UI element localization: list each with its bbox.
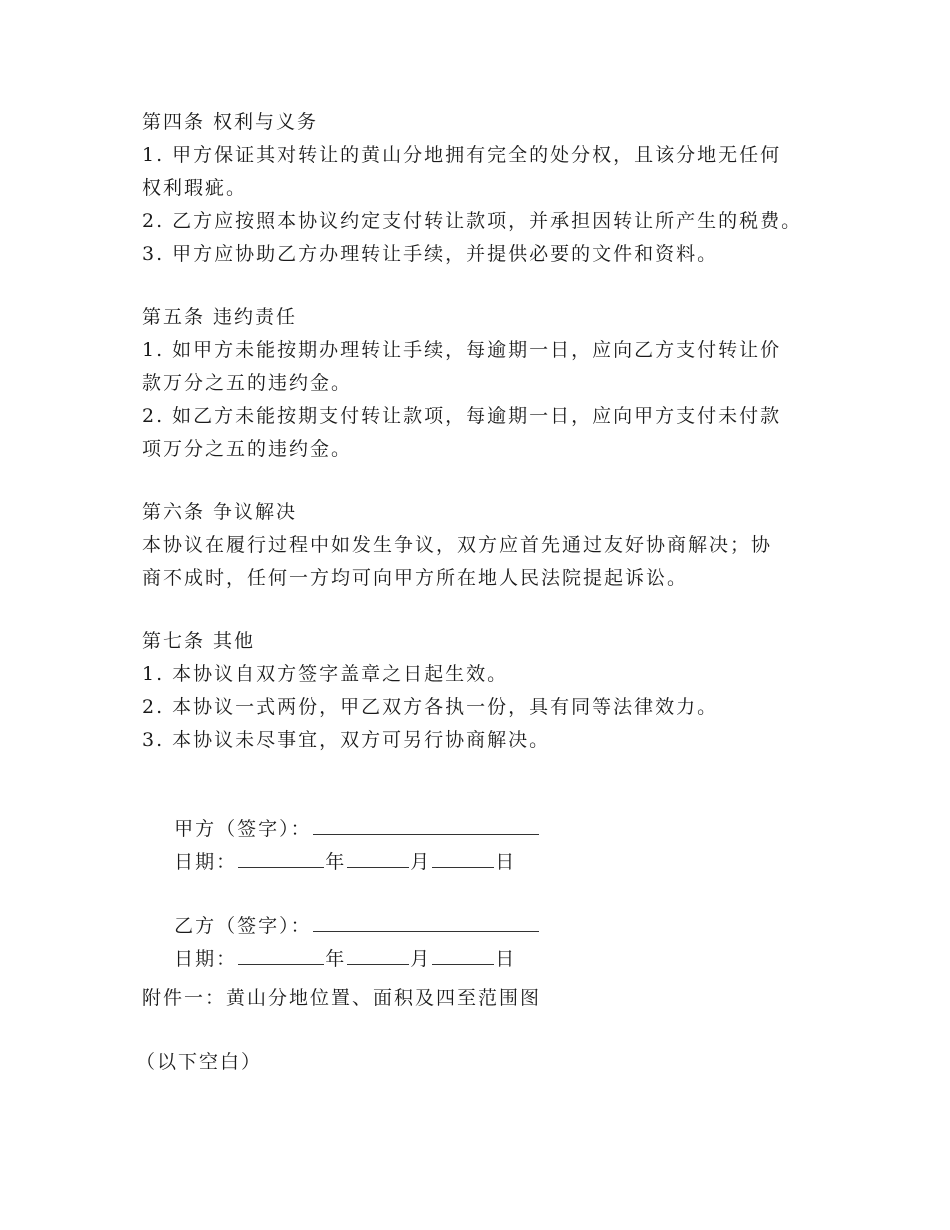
party-a-year-label: 年 <box>325 851 347 873</box>
article-5-item-1: 1. 如甲方未能按期办理转让手续，每逾期一日，应向乙方支付转让价 <box>142 339 782 361</box>
party-a-day-label: 日 <box>495 851 517 873</box>
party-b-month-label: 月 <box>410 948 432 970</box>
party-a-day-field[interactable] <box>432 849 494 868</box>
party-b-sign-label: 乙方（签字）： <box>174 915 312 937</box>
party-b-day-field[interactable] <box>432 946 494 965</box>
party-a-signature-row <box>142 792 540 840</box>
article-7-item-3: 3. 本协议未尽事宜，双方可另行协商解决。 <box>142 729 551 751</box>
party-b-day-label: 日 <box>495 948 517 970</box>
article-6-body-cont: 商不成时，任何一方均可向甲方所在地人民法院提起诉讼。 <box>142 567 689 589</box>
article-4-item-2: 2. 乙方应按照本协议约定支付转让款项，并承担因转让所产生的税费。 <box>142 210 803 232</box>
blank-note: （以下空白） <box>136 1051 263 1073</box>
party-b-year-label: 年 <box>325 948 347 970</box>
attachment-line: 附件一：黄山分地位置、面积及四至范围图 <box>142 987 542 1009</box>
article-4-item-1-cont: 权利瑕疵。 <box>142 177 248 199</box>
article-5-item-1-cont: 款万分之五的违约金。 <box>142 372 353 394</box>
party-a-month-label: 月 <box>410 851 432 873</box>
article-4-item-3: 3. 甲方应协助乙方办理转让手续，并提供必要的文件和资料。 <box>142 243 719 265</box>
article-7-heading: 第七条 其他 <box>142 630 256 652</box>
party-b-year-field[interactable] <box>238 946 324 965</box>
article-7-item-1: 1. 本协议自双方签字盖章之日起生效。 <box>142 663 509 685</box>
party-a-date-row <box>142 825 517 873</box>
article-5-item-2: 2. 如乙方未能按期支付转让款项，每逾期一日，应向甲方支付未付款 <box>142 405 782 427</box>
article-7-item-2: 2. 本协议一式两份，甲乙双方各执一份，具有同等法律效力。 <box>142 696 719 718</box>
party-a-sign-label: 甲方（签字）： <box>174 818 312 840</box>
party-b-month-field[interactable] <box>347 946 409 965</box>
party-b-date-row <box>142 922 517 970</box>
article-4-heading: 第四条 权利与义务 <box>142 111 319 133</box>
article-6-heading: 第六条 争议解决 <box>142 501 298 523</box>
party-b-date-label: 日期： <box>174 948 238 970</box>
article-6-body: 本协议在履行过程中如发生争议，双方应首先通过友好协商解决；协 <box>142 534 773 556</box>
party-a-year-field[interactable] <box>238 849 324 868</box>
article-4-item-1: 1. 甲方保证其对转让的黄山分地拥有完全的处分权，且该分地无任何 <box>142 144 782 166</box>
party-b-signature-row <box>142 889 540 937</box>
party-a-date-label: 日期： <box>174 851 238 873</box>
article-5-heading: 第五条 违约责任 <box>142 306 298 328</box>
article-5-item-2-cont: 项万分之五的违约金。 <box>142 438 353 460</box>
party-a-month-field[interactable] <box>347 849 409 868</box>
